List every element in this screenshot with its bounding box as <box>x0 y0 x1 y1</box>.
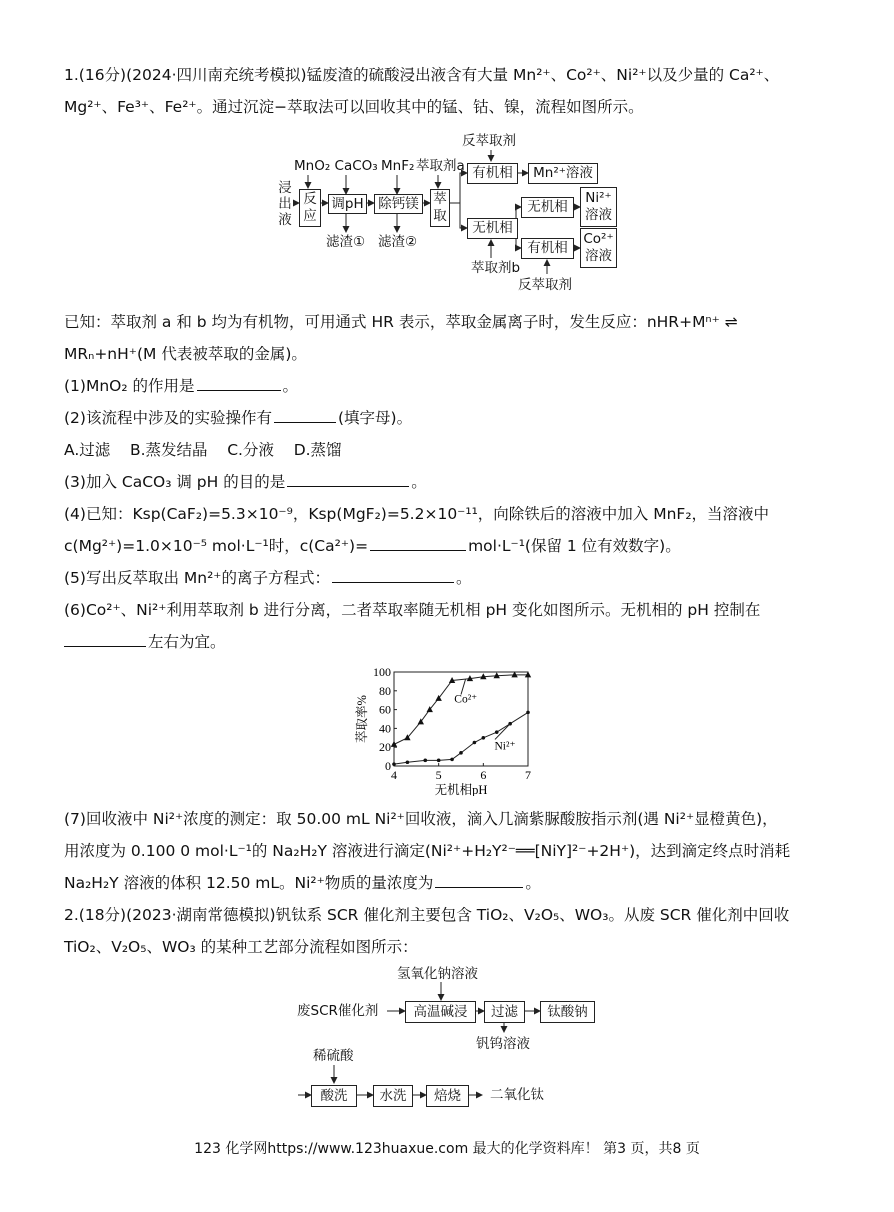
flow-reagent-a: 萃取剂a <box>416 158 465 174</box>
flow-box-extract: 萃取 <box>430 189 450 227</box>
flow2-box-water-wash: 水洗 <box>373 1085 413 1107</box>
inlet-char-1: 浸 <box>278 180 292 196</box>
q1-sub7-end: 。 <box>525 874 541 892</box>
flow-agent-b: 萃取剂b <box>471 260 521 276</box>
ni-data-point <box>459 751 463 755</box>
y-tick-label: 60 <box>379 702 391 717</box>
q1-intro-line1: 1.(16分)(2024·四川南充统考模拟)锰废渣的硫酸浸出液含有大量 Mn²⁺、Co²⁺、Ni²⁺以及少量的 Ca²⁺、 <box>64 66 780 84</box>
flow2-box-acid-wash: 酸洗 <box>311 1085 357 1107</box>
ni-data-point <box>473 741 477 745</box>
q1-sub2-text: (2)该流程中涉及的实验操作有 <box>64 409 272 427</box>
flow-box-ph: 调pH <box>328 194 367 214</box>
ni-data-point <box>495 730 499 734</box>
answer-blank-7[interactable] <box>435 872 523 888</box>
answer-blank-2[interactable] <box>274 407 336 423</box>
flow2-v-w-solution: 钒钨溶液 <box>476 1036 530 1052</box>
y-axis-label: 萃取率% <box>355 695 369 743</box>
x-tick-label: 6 <box>480 768 487 782</box>
q1-sub6-end: 左右为宜。 <box>148 633 226 651</box>
flow2-box-leach: 高温碱浸 <box>405 1001 476 1023</box>
flow-inlet <box>278 180 292 228</box>
flow-box-react: 反应 <box>299 189 321 227</box>
co-series-label: Co²⁺ <box>454 693 478 706</box>
flow-box-mn-solution: Mn²⁺溶液 <box>528 163 598 184</box>
answer-blank-4[interactable] <box>370 535 466 551</box>
q1-sub3 <box>64 471 427 493</box>
ni-data-point <box>423 759 427 763</box>
q1-sub4-end: mol·L⁻¹(保留 1 位有效数字)。 <box>468 537 681 555</box>
q1-sub4-line2 <box>64 535 681 557</box>
flow-reagent-mno2-caco3: MnO₂ CaCO₃ <box>294 158 378 174</box>
q1-options: A.过滤 B.蒸发结晶 C.分液 D.蒸馏 <box>64 441 342 459</box>
flow-residue-1: 滤渣① <box>326 234 366 250</box>
q1-sub2-end: (填字母)。 <box>337 409 413 427</box>
ni-series-line <box>394 712 528 764</box>
x-axis-label: 无机相pH <box>434 783 488 796</box>
ni-data-point <box>406 760 410 764</box>
q1-sub3-end: 。 <box>411 473 427 491</box>
ni-data-point <box>392 762 396 766</box>
y-tick-label: 100 <box>373 665 391 679</box>
q1-sub1 <box>64 375 298 397</box>
q1-sub7-line3 <box>64 872 541 894</box>
ni-data-point <box>526 711 530 715</box>
q1-sub4-line1: (4)已知：Ksp(CaF₂)=5.3×10⁻⁹，Ksp(MgF₂)=5.2×10⁻¹¹，向除铁后的溶液中加入 MnF₂，当溶液中 <box>64 505 770 523</box>
q1-flow-arrows <box>0 0 894 300</box>
q1-sub7-line2: 用浓度为 0.100 0 mol·L⁻¹的 Na₂H₂Y 溶液进行滴定(Ni²⁺+H₂Y²⁻══[NiY]²⁻+2H⁺)，达到滴定终点时消耗 <box>64 842 791 860</box>
answer-blank-1[interactable] <box>197 375 281 391</box>
flow2-tio2: 二氧化钛 <box>490 1087 544 1103</box>
q1-sub4-text: c(Mg²⁺)=1.0×10⁻⁵ mol·L⁻¹时，c(Ca²⁺)= <box>64 537 369 555</box>
co-data-point <box>391 741 397 747</box>
x-tick-label: 4 <box>391 768 397 782</box>
answer-blank-6[interactable] <box>64 631 146 647</box>
q2-intro-line2: TiO₂、V₂O₅、WO₃ 的某种工艺部分流程如图所示： <box>64 938 418 956</box>
flow-back-agent-bottom: 反萃取剂 <box>518 277 572 293</box>
flow2-box-filter: 过滤 <box>484 1001 525 1023</box>
ni-series-label: Ni²⁺ <box>494 740 516 753</box>
co-label-leader <box>461 680 465 695</box>
ni-data-point <box>482 736 486 740</box>
extraction-rate-chart <box>350 660 540 796</box>
q1-sub5-end: 。 <box>455 569 472 587</box>
y-tick-label: 0 <box>385 759 391 773</box>
flow-box-organic-top: 有机相 <box>467 163 518 184</box>
q1-sub3-text: (3)加入 CaCO₃ 调 pH 的目的是 <box>64 473 286 491</box>
flow2-box-roast: 焙烧 <box>426 1085 469 1107</box>
inlet-char-2: 出 <box>278 196 292 212</box>
q1-sub6-line1: (6)Co²⁺、Ni²⁺利用萃取剂 b 进行分离，二者萃取率随无机相 pH 变化如图所示。无机相的 pH 控制在 <box>64 601 761 619</box>
flow-box-inorganic-2: 无机相 <box>521 197 574 218</box>
co-series-line <box>394 675 528 745</box>
y-tick-label: 80 <box>379 683 391 698</box>
flow2-waste-catalyst: 废SCR催化剂 <box>297 1003 379 1019</box>
flow-box-organic-bottom: 有机相 <box>521 238 574 259</box>
flow2-box-titanate: 钛酸钠 <box>540 1001 595 1023</box>
flow2-dilute-h2so4: 稀硫酸 <box>313 1048 354 1064</box>
q1-sub1-end: 。 <box>282 377 299 395</box>
q1-known-line1: 已知：萃取剂 a 和 b 均为有机物，可用通式 HR 表示，萃取金属离子时，发生反应：nHR+Mⁿ⁺ ⇌ <box>64 313 738 331</box>
ni-data-point <box>450 758 454 762</box>
q1-intro-line2: Mg²⁺、Fe³⁺、Fe²⁺。通过沉淀−萃取法可以回收其中的锰、钴、镍，流程如图所示。 <box>64 98 644 116</box>
q1-sub5-text: (5)写出反萃取出 Mn²⁺的离子方程式： <box>64 569 330 587</box>
q1-sub7-text: Na₂H₂Y 溶液的体积 12.50 mL。Ni²⁺物质的量浓度为 <box>64 874 434 892</box>
flow-box-ni-solution: Ni²⁺ 溶液 <box>580 187 617 227</box>
answer-blank-5[interactable] <box>332 567 454 583</box>
flow-residue-2: 滤渣② <box>378 234 418 250</box>
flow2-naoh: 氢氧化钠溶液 <box>397 966 478 982</box>
flow-box-remove-ca-mg: 除钙镁 <box>374 194 423 214</box>
y-tick-label: 40 <box>379 721 391 736</box>
q1-sub5 <box>64 567 472 589</box>
y-tick-label: 20 <box>379 740 391 755</box>
q1-sub7-line1: (7)回收液中 Ni²⁺浓度的测定：取 50.00 mL Ni²⁺回收液，滴入几滴紫脲酸胺指示剂(遇 Ni²⁺显橙黄色)， <box>64 810 778 828</box>
flow-back-agent-top: 反萃取剂 <box>462 133 516 149</box>
answer-blank-3[interactable] <box>287 471 409 487</box>
q1-sub1-text: (1)MnO₂ 的作用是 <box>64 377 195 395</box>
ni-data-point <box>437 759 441 763</box>
page-footer: 123 化学网https://www.123huaxue.com 最大的化学资料库！ 第3 页，共8 页 <box>194 1141 700 1157</box>
x-tick-label: 7 <box>525 768 531 782</box>
q2-intro-line1: 2.(18分)(2023·湖南常德模拟)钒钛系 SCR 催化剂主要包含 TiO₂、V₂O₅、WO₃。从废 SCR 催化剂中回收 <box>64 906 790 924</box>
inlet-char-3: 液 <box>278 212 292 228</box>
q1-sub2 <box>64 407 412 429</box>
flow-reagent-mnf2: MnF₂ <box>381 158 415 174</box>
q1-sub6-line2 <box>64 631 226 653</box>
x-tick-label: 5 <box>435 768 442 782</box>
q1-known-line2: MRₙ+nH⁺(M 代表被萃取的金属)。 <box>64 345 307 363</box>
flow-box-co-solution: Co²⁺ 溶液 <box>580 228 617 268</box>
flow-box-inorganic: 无机相 <box>467 218 518 239</box>
